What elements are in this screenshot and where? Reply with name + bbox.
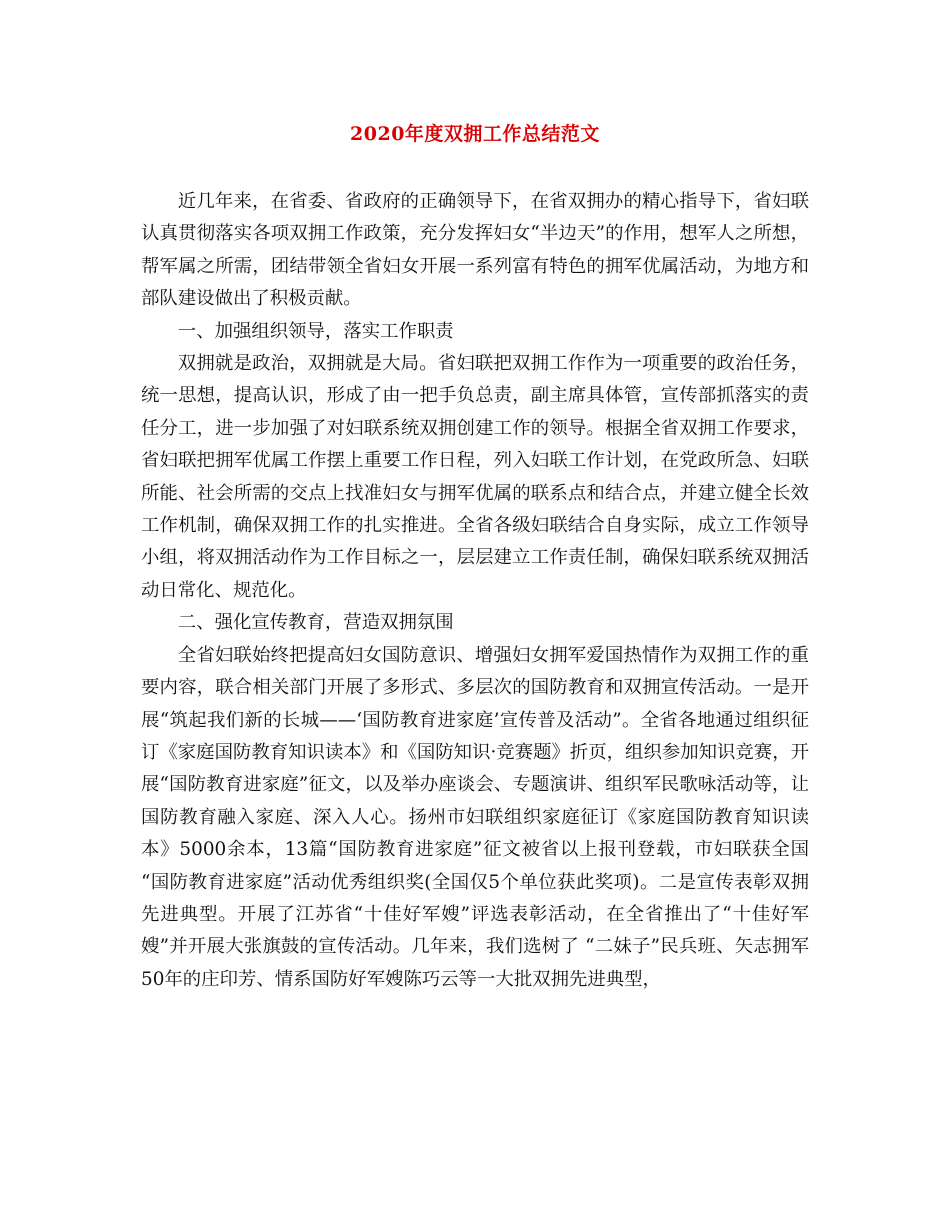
section-heading-2: 二、强化宣传教育，营造双拥氛围 (177, 612, 454, 634)
section-heading-1: 一、加强组织领导，落实工作职责 (177, 320, 454, 342)
paragraph-section-2: 全省妇联始终把提高妇女国防意识、增强妇女拥军爱国热情作为双拥工作的重要内容，联合相关部门开展了多形式、多层次的国防教育和双拥宣传活动。一是开展“筑起我们新的长城——‘国防教育进家庭’宣传普及活动”。全省各地通过组织征订《家庭国防教育知识读本》和《国防知识·竞赛题》折页，组织参加知识竞赛，开展“国防教育进家庭”征文，以及举办座谈会、专题演讲、组织军民歌咏活动等，让国防教育融入家庭、深入人心。扬州市妇联组织家庭征订《家庭国防教育知识读本》5000余本，13篇“国防教育进家庭”征文被省以上报刊登载，市妇联获全国 “国防教育进家庭”活动优秀组织奖(全国仅5个单位获此奖项)。二是宣传表彰双拥先进典型。开展了江苏省“十佳好军嫂”评选表彰活动，在全省推出了“十佳好军嫂”并开展大张旗鼓的宣传活动。几年来，我们选树了 “二妹子”民兵班、矢志拥军50年的庄印芳、情系国防好军嫂陈巧云等一大批双拥先进典型， (141, 644, 809, 990)
document-body (141, 186, 809, 996)
paragraph-intro: 近几年来，在省委、省政府的正确领导下，在省双拥办的精心指导下，省妇联认真贯彻落实各项双拥工作政策，充分发挥妇女“半边天”的作用，想军人之所想，帮军属之所需，团结带领全省妇女开展一系列富有特色的拥军优属活动，为地方和部队建设做出了积极贡献。 (141, 191, 809, 310)
document-title: 2020年度双拥工作总结范文 (350, 123, 600, 145)
paragraph-section-1: 双拥就是政治，双拥就是大局。省妇联把双拥工作作为一项重要的政治任务，统一思想，提高认识，形成了由一把手负总责，副主席具体管，宣传部抓落实的责任分工，进一步加强了对妇联系统双拥创建工作的领导。根据全省双拥工作要求，省妇联把拥军优属工作摆上重要工作日程，列入妇联工作计划，在党政所急、妇联所能、社会所需的交点上找准妇女与拥军优属的联系点和结合点，并建立健全长效工作机制，确保双拥工作的扎实推进。全省各级妇联结合自身实际，成立工作领导小组，将双拥活动作为工作目标之一，层层建立工作责任制，确保妇联系统双拥活动日常化、规范化。 (141, 353, 809, 601)
